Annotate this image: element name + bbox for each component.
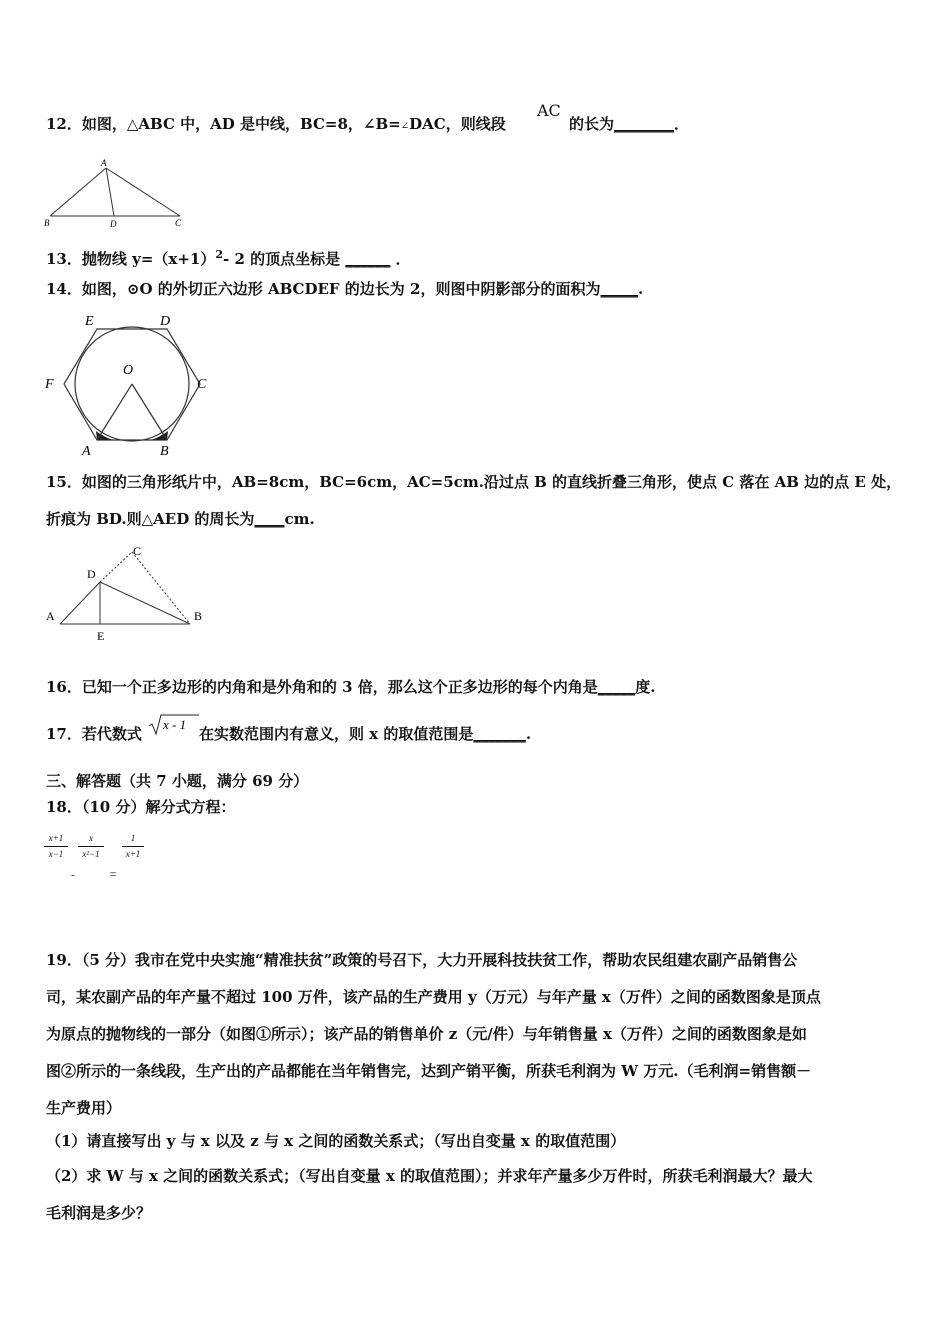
q13-blank: ______	[345, 250, 391, 268]
q12-line	[46, 114, 506, 137]
q18-frac2-den: x²−1	[82, 849, 100, 859]
q15-label-d: D	[87, 567, 96, 581]
q13-number: 13．	[46, 250, 82, 268]
q18-frac1-bar	[44, 846, 68, 847]
q16-text: 已知一个正多边形的内角和是外角和的 3 倍，那么这个正多边形的每个内角是	[81, 678, 598, 696]
q12-text-b: DAC，则线段	[409, 115, 506, 133]
q15-text-2a: 折痕为 BD.则△AED 的周长为	[46, 510, 255, 528]
q12-ac-label: AC	[537, 101, 561, 120]
q14-end: .	[637, 280, 644, 298]
q13-superscript: 2	[215, 248, 223, 261]
q17-number: 17．	[46, 725, 82, 743]
q14-label-b: B	[160, 444, 169, 459]
q15-text-2b: cm.	[284, 510, 315, 528]
q12-label-a: A	[101, 158, 107, 168]
q18-frac1-num: x+1	[48, 833, 64, 843]
q15-number: 15．	[46, 473, 82, 491]
q18-frac1-den: x−1	[48, 849, 64, 859]
q14-label-a: A	[82, 444, 91, 459]
q15-label-a: A	[46, 609, 55, 623]
q14-hexagon-figure	[40, 310, 220, 460]
q13-text-a: 抛物线 y=（x+1）	[81, 250, 216, 268]
q13-text-b: - 2 的顶点坐标是	[223, 250, 341, 268]
q12-text-a: 如图，△ABC 中，AD 是中线，BC=8，∠B=	[81, 115, 401, 133]
q16-number: 16．	[46, 678, 82, 696]
q18-minus-sign: -	[71, 869, 75, 881]
q12-label-b: B	[44, 218, 50, 228]
q15-label-b: B	[194, 609, 203, 623]
q14-label-o: O	[123, 363, 134, 378]
q18-frac3-num: 1	[130, 833, 136, 843]
q14-label-e: E	[85, 314, 94, 329]
q12-label-d: D	[110, 219, 117, 229]
q12-triangle-figure	[42, 158, 192, 230]
q14-blank: _____	[600, 280, 638, 298]
q12-line-end	[569, 114, 689, 134]
q15-label-e: E	[97, 629, 105, 643]
q17-blank: _______	[473, 725, 526, 743]
q18-frac3-den: x+1	[125, 849, 141, 859]
q15-triangle-figure	[40, 540, 220, 645]
q18-equals-sign: =	[109, 867, 117, 881]
q19-line-2: 司，某农副产品的年产量不超过 100 万件，该产品的生产费用 y（万元）与年产量 x（万件）之间的函数图象是顶点	[46, 988, 821, 1006]
q17-text-a: 若代数式	[81, 725, 142, 743]
q14-label-d: D	[160, 314, 171, 329]
q19-part-2b: 毛利润是多少？	[46, 1204, 152, 1222]
q17-end: .	[525, 725, 532, 743]
q19-line-3: 为原点的抛物线的一部分（如图①所示）；该产品的销售单价 z（元/件）与年销售量 x（万件）之间的函数图象是如	[46, 1025, 807, 1043]
q18-frac3-bar	[122, 846, 144, 847]
q12-label-c: C	[175, 218, 182, 228]
q19-part-1: （1）请直接写出 y 与 x 以及 z 与 x 之间的函数关系式；（写出自变量 x 的取值范围）	[46, 1132, 626, 1150]
q16-blank: _____	[597, 678, 636, 696]
q17-line-end	[199, 724, 531, 744]
q17-radicand: x - 1	[163, 717, 187, 732]
q13-end: ．	[395, 250, 411, 268]
q18-frac2-bar	[78, 846, 104, 847]
q14-label-f: F	[45, 377, 54, 392]
q14-text: 如图，⊙O 的外切正六边形 ABCDEF 的边长为 2，则图中阴影部分的面积为	[81, 280, 601, 298]
q19-part-2a: （2）求 W 与 x 之间的函数关系式；（写出自变量 x 的取值范围）；并求年产量多少万件时，所获毛利润最大？最大	[46, 1167, 813, 1185]
q18-frac2-num: x	[89, 833, 93, 843]
q16-end: 度.	[635, 678, 656, 696]
q18-line: 18．（10 分）解分式方程：	[46, 798, 236, 816]
q16-line	[46, 677, 656, 697]
q19-line-4: 图②所示的一条线段，生产出的产品都能在当年销售完，达到产销平衡，所获毛利润为 W 万元.（毛利润=销售额－	[46, 1062, 812, 1080]
section3-title: 三、解答题（共 7 小题，满分 69 分）	[46, 772, 309, 790]
q15-line-1	[46, 472, 901, 492]
q12-end: ．	[674, 115, 690, 133]
q13-line	[46, 245, 411, 269]
q12-text-c: 的长为	[569, 115, 615, 133]
q12-blank: ________	[614, 115, 675, 133]
q14-label-c: C	[197, 377, 207, 392]
q14-line	[46, 279, 643, 299]
q17-sqrt-expression	[148, 712, 200, 736]
q12-angle-symbol: ∠	[400, 121, 410, 132]
q15-text-1: 如图的三角形纸片中，AB=8cm，BC=6cm，AC=5cm.沿过点 B 的直线折叠三角形，使点 C 落在 AB 边的点 E 处，	[81, 473, 902, 491]
q17-text-b: 在实数范围内有意义，则 x 的取值范围是	[199, 725, 474, 743]
q18-equation	[44, 833, 154, 883]
q19-line-5: 生产费用）	[46, 1099, 122, 1117]
q15-line-2	[46, 509, 315, 529]
q14-number: 14．	[46, 280, 82, 298]
q15-blank: ____	[254, 510, 285, 528]
q19-line-1: 19．（5 分）我市在党中央实施“精准扶贫”政策的号召下，大力开展科技扶贫工作，帮助农民组建农副产品销售公	[46, 951, 798, 969]
q12-number: 12．	[46, 115, 82, 133]
q15-label-c: C	[133, 544, 142, 558]
q17-line	[46, 724, 142, 744]
